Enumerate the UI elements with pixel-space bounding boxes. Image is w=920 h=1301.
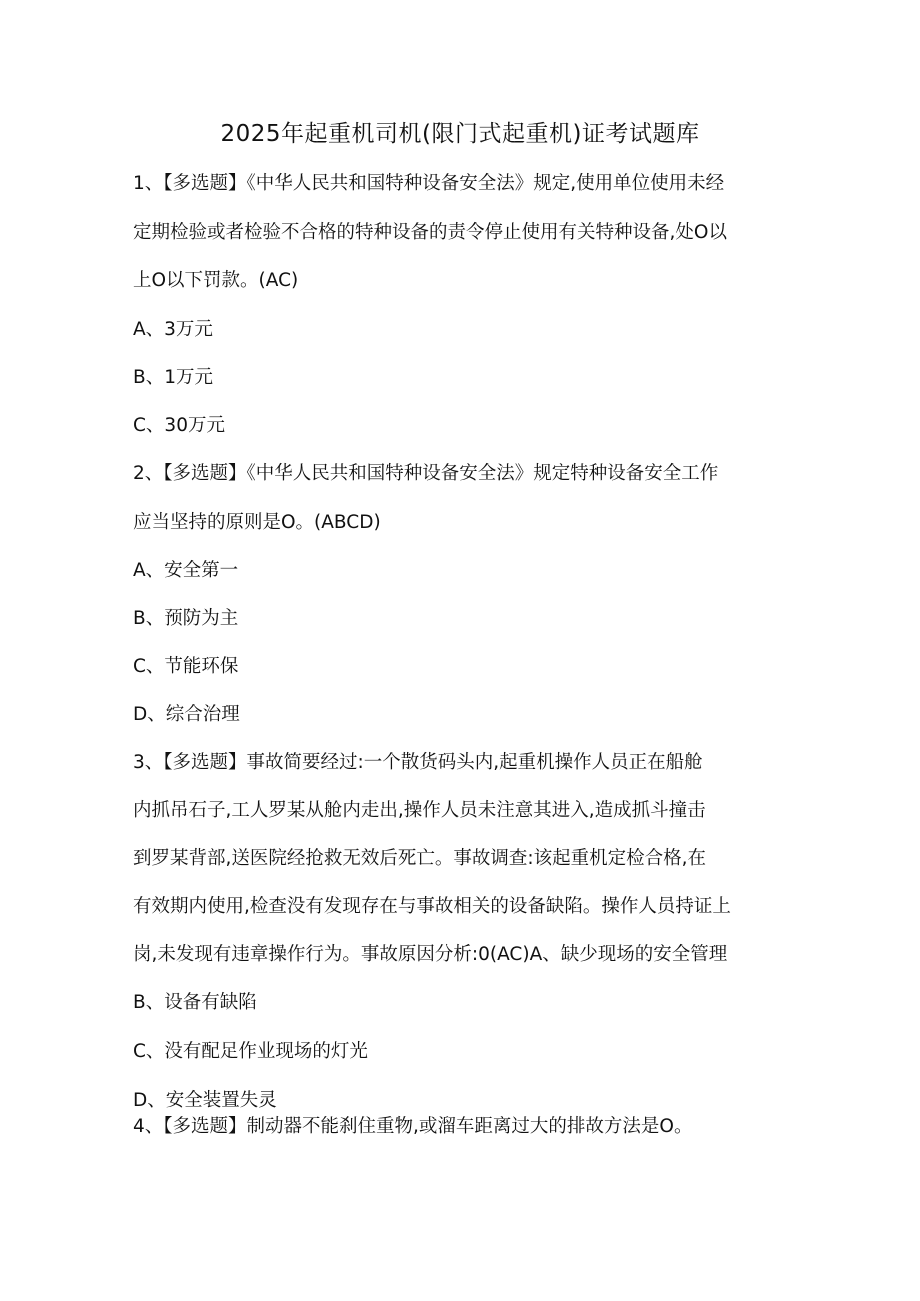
q3-stem-line-5: 岗,未发现有违章操作行为。事故原因分析:0(AC)A、缺少现场的安全管理 bbox=[133, 944, 728, 965]
q3-stem-line-4: 有效期内使用,检查没有发现存在与事故相关的设备缺陷。操作人员持证上 bbox=[133, 896, 731, 917]
q1-stem-line-3: 上O以下罚款。(AC) bbox=[133, 270, 299, 291]
q2-stem-line-1: 2、【多选题】《中华人民共和国特种设备安全法》规定特种设备安全工作 bbox=[133, 463, 719, 484]
q1-option-b: B、1万元 bbox=[133, 367, 213, 388]
q2-option-b: B、预防为主 bbox=[133, 608, 239, 629]
q1-option-a: A、3万元 bbox=[133, 319, 213, 340]
q3-option-c: C、没有配足作业现场的灯光 bbox=[133, 1041, 368, 1062]
q4-stem-line-1: 4、【多选题】制动器不能刹住重物,或溜车距离过大的排故方法是O。 bbox=[133, 1116, 693, 1137]
q2-stem-line-2: 应当坚持的原则是O。(ABCD) bbox=[133, 512, 381, 533]
q3-option-d: D、安全装置失灵 bbox=[133, 1090, 277, 1111]
q1-option-c: C、30万元 bbox=[133, 415, 225, 436]
document-title: 2025年起重机司机(限门式起重机)证考试题库 bbox=[220, 121, 700, 147]
q3-stem-line-3: 到罗某背部,送医院经抢救无效后死亡。事故调查:该起重机定检合格,在 bbox=[133, 848, 706, 869]
q2-option-d: D、综合治理 bbox=[133, 704, 240, 725]
q2-option-a: A、安全第一 bbox=[133, 560, 239, 581]
q1-stem-line-2: 定期检验或者检验不合格的特种设备的责令停止使用有关特种设备,处O以 bbox=[133, 222, 727, 243]
q2-option-c: C、节能环保 bbox=[133, 656, 239, 677]
q3-stem-line-2: 内抓吊石子,工人罗某从舱内走出,操作人员未注意其进入,造成抓斗撞击 bbox=[133, 800, 706, 821]
q3-stem-line-1: 3、【多选题】事故简要经过:一个散货码头内,起重机操作人员正在船舱 bbox=[133, 752, 703, 773]
q3-option-b: B、设备有缺陷 bbox=[133, 992, 257, 1013]
q1-stem-line-1: 1、【多选题】《中华人民共和国特种设备安全法》规定,使用单位使用未经 bbox=[133, 173, 725, 194]
